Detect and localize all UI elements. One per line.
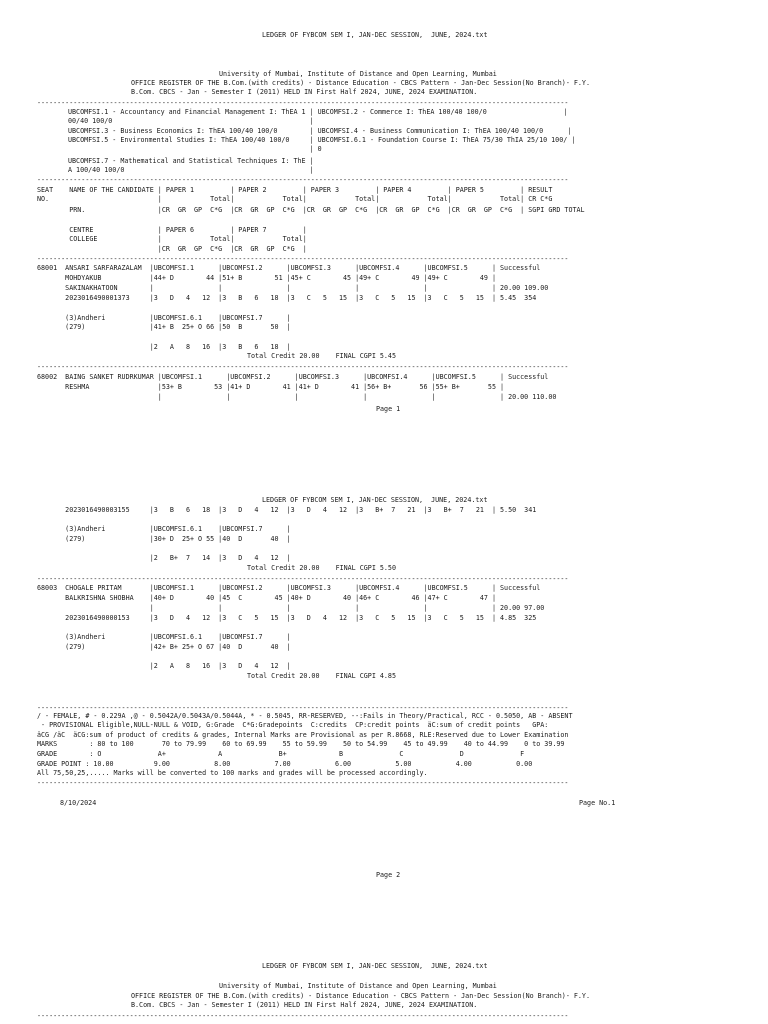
ledger-line: LEDGER OF FYBCOM SEM I, JAN-DEC SESSION, JUNE, 2024.txt xyxy=(262,31,488,39)
ledger-line: Total Credit 20.00 FINAL CGPI 4.85 xyxy=(247,672,396,680)
ledger-line: |2 B+ 7 14 |3 D 4 12 | xyxy=(37,554,291,562)
ledger-line: 2023016490001373 |3 D 4 12 |3 B 6 18 |3 C 5 15 |3 C 5 15 |3 C 5 15 | 5.45 354 xyxy=(37,294,537,302)
ledger-line: ------------------------------------------------------------------------------------------------------------------------------------ xyxy=(37,704,569,712)
ledger-line: (279) |30+ D 25+ O 55 |40 D 40 | xyxy=(37,535,291,543)
ledger-line: ------------------------------------------------------------------------------------------------------------------------------------ xyxy=(37,363,569,371)
ledger-line: University of Mumbai, Institute of Distance and Open Learning, Mumbai xyxy=(219,70,497,78)
ledger-line: 8/10/2024 xyxy=(60,799,97,807)
ledger-line: COLLEGE | Total| Total| xyxy=(37,235,307,243)
ledger-line: 00/40 100/0 | xyxy=(68,117,314,125)
ledger-line: (279) |42+ B+ 25+ O 67 |40 D 40 | xyxy=(37,643,291,651)
ledger-line: Total Credit 20.00 FINAL CGPI 5.50 xyxy=(247,564,396,572)
ledger-line: GRADE POINT : 10.00 9.00 8.00 7.00 6.00 5.00 4.00 0.00 xyxy=(37,760,533,768)
ledger-line: |2 A 8 16 |3 D 4 12 | xyxy=(37,662,291,670)
ledger-line: ------------------------------------------------------------------------------------------------------------------------------------ xyxy=(37,176,569,184)
ledger-line: ------------------------------------------------------------------------------------------------------------------------------------ xyxy=(37,779,569,787)
ledger-line: (3)Andheri |UBCOMFSI.6.1 |UBCOMFSI.7 | xyxy=(37,314,291,322)
ledger-line: ------------------------------------------------------------------------------------------------------------------------------------ xyxy=(37,1012,569,1020)
ledger-line: 2023016490003155 |3 B 6 18 |3 D 4 12 |3 D 4 12 |3 B+ 7 21 |3 B+ 7 21 | 5.50 341 xyxy=(37,506,537,514)
ledger-line: Page No.1 xyxy=(579,799,616,807)
ledger-line: MOHDYAKUB |44+ D 44 |51+ B 51 |45+ C 45 |49+ C 49 |49+ C 49 | xyxy=(37,274,496,282)
ledger-line: (3)Andheri |UBCOMFSI.6.1 |UBCOMFSI.7 | xyxy=(37,525,291,533)
ledger-line: B.Com. CBCS - Jan - Semester I (2011) HELD IN First Half 2024, JUNE, 2024 EXAMINATION. xyxy=(131,88,478,96)
ledger-line: |CR GR GP C*G |CR GR GP C*G | xyxy=(37,245,307,253)
ledger-line: NO. | Total| Total| Total| Total| Total| CR C*G xyxy=(37,195,553,203)
ledger-line: SAKINAKHATOON | | | | | | 20.00 109.00 xyxy=(37,284,549,292)
ledger-line: BALKRISHNA SHOBHA |40+ D 40 |45 C 45 |40+ D 40 |46+ C 46 |47+ C 47 | xyxy=(37,594,496,602)
ledger-line: OFFICE REGISTER OF THE B.Com.(with credits) - Distance Education - CBCS Pattern - Jan-Dec Session(No Branch)- F.Y. xyxy=(131,992,590,1000)
ledger-line: CENTRE | PAPER 6 | PAPER 7 | xyxy=(37,226,307,234)
ledger-line: A 100/40 100/0 | xyxy=(68,166,314,174)
ledger-line: ------------------------------------------------------------------------------------------------------------------------------------ xyxy=(37,575,569,583)
ledger-line: Total Credit 20.00 FINAL CGPI 5.45 xyxy=(247,352,396,360)
ledger-line: GRADE : O A+ A B+ B C D F xyxy=(37,750,525,758)
ledger-line: All 75,50,25,..... Marks will be converted to 100 marks and grades will be processed accordingly. xyxy=(37,769,428,777)
ledger-line: äCG /äC äCG:sum of product of credits & grades, Internal Marks are Provisional as per R.8668, RLE:Reserved due to Lower Examination xyxy=(37,731,569,739)
ledger-line: OFFICE REGISTER OF THE B.Com.(with credits) - Distance Education - CBCS Pattern - Jan-Dec Session(No Branch)- F.Y. xyxy=(131,79,590,87)
ledger-line: / - FEMALE, # - 0.229A ,@ - 0.5042A/0.5043A/0.5044A, * - 0.5045, RR-RESERVED, --:Fails in Theory/Practical, RCC - 0.5050, AB - ABSENT xyxy=(37,712,573,720)
ledger-line: UBCOMFSI.7 - Mathematical and Statistical Techniques I: ThE | xyxy=(68,157,314,165)
ledger-line: Page 2 xyxy=(376,871,401,879)
ledger-line: ------------------------------------------------------------------------------------------------------------------------------------ xyxy=(37,99,569,107)
ledger-line: | | | | | | 20.00 97.00 xyxy=(37,604,545,612)
ledger-line: B.Com. CBCS - Jan - Semester I (2011) HELD IN First Half 2024, JUNE, 2024 EXAMINATION. xyxy=(131,1001,478,1009)
ledger-line: UBCOMFSI.1 - Accountancy and Financial Management I: ThEA 1 | UBCOMFSI.2 - Commerce I: ThEA 100/40 100/0 | xyxy=(68,108,568,116)
ledger-line: University of Mumbai, Institute of Distance and Open Learning, Mumbai xyxy=(219,982,497,990)
ledger-line: PRN. |CR GR GP C*G |CR GR GP C*G |CR GR GP C*G |CR GR GP C*G |CR GR GP C*G | SGPI GRD TOTAL xyxy=(37,206,585,214)
ledger-line: SEAT NAME OF THE CANDIDATE | PAPER 1 | PAPER 2 | PAPER 3 | PAPER 4 | PAPER 5 | RESULT xyxy=(37,186,553,194)
ledger-line: (3)Andheri |UBCOMFSI.6.1 |UBCOMFSI.7 | xyxy=(37,633,291,641)
ledger-line: 68002 BAING SANKET RUDRKUMAR |UBCOMFSI.1 |UBCOMFSI.2 |UBCOMFSI.3 |UBCOMFSI.4 |UBCOMFSI.5 | Successful xyxy=(37,373,549,381)
ledger-line: LEDGER OF FYBCOM SEM I, JAN-DEC SESSION, JUNE, 2024.txt xyxy=(262,962,488,970)
ledger-line: |2 A 8 16 |3 B 6 18 | xyxy=(37,343,291,351)
ledger-line: LEDGER OF FYBCOM SEM I, JAN-DEC SESSION, JUNE, 2024.txt xyxy=(262,496,488,504)
ledger-line: 68001 ANSARI SARFARAZALAM |UBCOMFSI.1 |UBCOMFSI.2 |UBCOMFSI.3 |UBCOMFSI.4 |UBCOMFSI.5 | Successful xyxy=(37,264,541,272)
ledger-line: MARKS : 80 to 100 70 to 79.99 60 to 69.99 55 to 59.99 50 to 54.99 45 to 49.99 40 to 44.99 0 to 39.99 xyxy=(37,740,565,748)
ledger-line: | 0 xyxy=(68,145,322,153)
ledger-line: 2023016490000153 |3 D 4 12 |3 C 5 15 |3 D 4 12 |3 C 5 15 |3 C 5 15 | 4.85 325 xyxy=(37,614,537,622)
ledger-line: ------------------------------------------------------------------------------------------------------------------------------------ xyxy=(37,255,569,263)
ledger-line: Page 1 xyxy=(376,405,401,413)
ledger-line: - PROVISIONAL Eligible,NULL-NULL & VOID, G:Grade C*G:Gradepoints C:credits CP:credit points äC:sum of credit points GPA: xyxy=(37,721,549,729)
ledger-line: (279) |41+ B 25+ O 66 |50 B 50 | xyxy=(37,323,291,331)
ledger-line: RESHMA |53+ B 53 |41+ D 41 |41+ D 41 |56+ B+ 56 |55+ B+ 55 | xyxy=(37,383,505,391)
ledger-line: UBCOMFSI.3 - Business Economics I: ThEA 100/40 100/0 | UBCOMFSI.4 - Business Communication I: ThEA 100/40 100/0 | xyxy=(68,127,572,135)
ledger-line: UBCOMFSI.5 - Environmental Studies I: ThEA 100/40 100/0 | UBCOMFSI.6.1 - Foundation Course I: ThEA 75/30 ThIA 25/10 100/ | xyxy=(68,136,576,144)
ledger-line: 68003 CHOGALE PRITAM |UBCOMFSI.1 |UBCOMFSI.2 |UBCOMFSI.3 |UBCOMFSI.4 |UBCOMFSI.5 | Successful xyxy=(37,584,541,592)
ledger-line: | | | | | | 20.00 110.00 xyxy=(37,393,557,401)
